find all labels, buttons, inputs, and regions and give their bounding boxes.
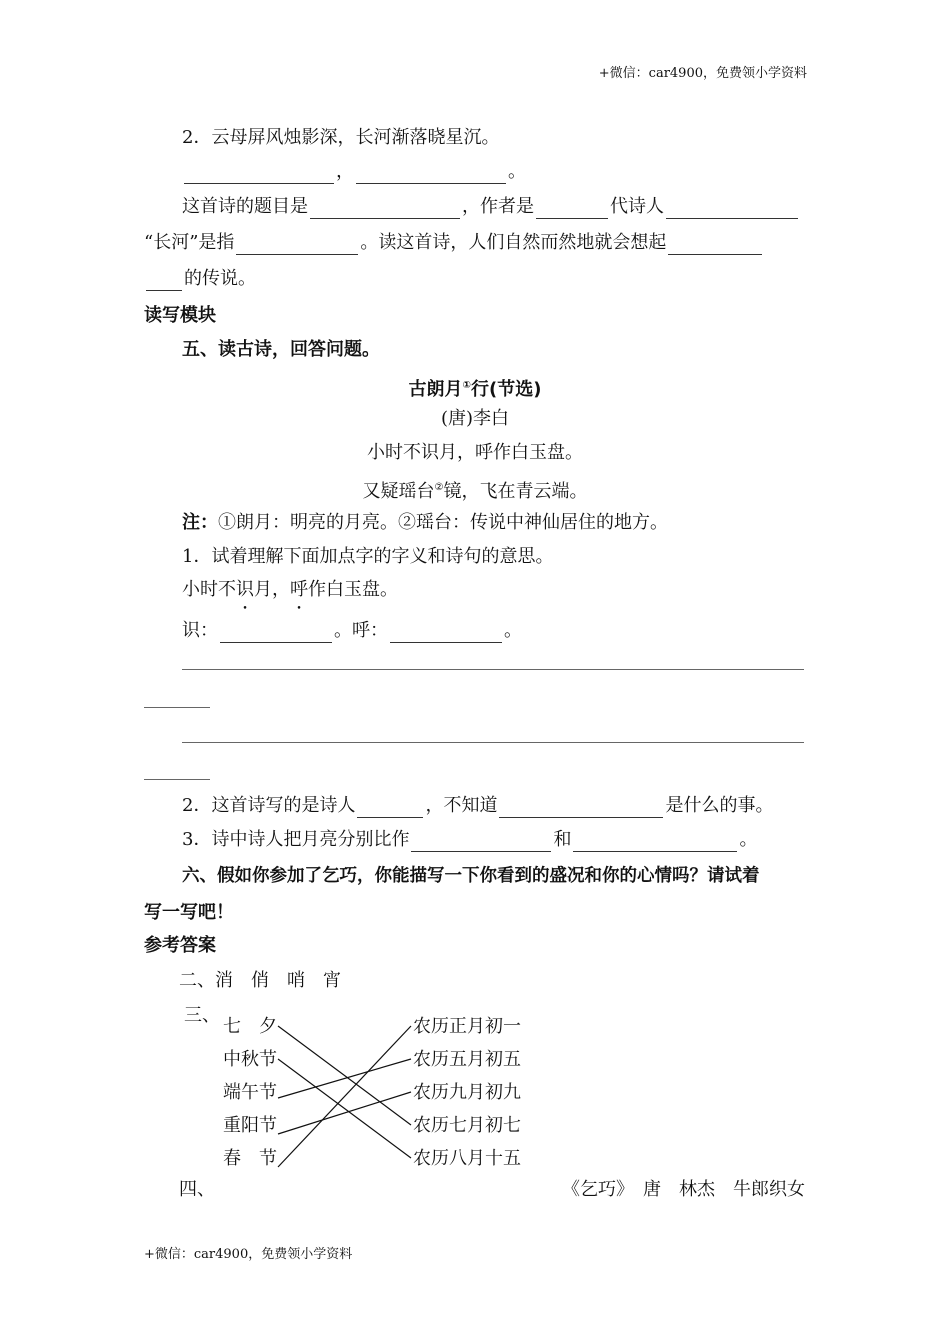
festival-item: 中秋节 xyxy=(223,1049,277,1070)
label-shi: 识： xyxy=(182,620,218,641)
match-line xyxy=(278,1059,411,1158)
question-text: 。读这首诗，人们自然而然地就会想起 xyxy=(360,232,667,253)
question-text: ，不知道 xyxy=(425,795,498,816)
poem-title-text: 古朗月 xyxy=(408,379,463,400)
poem-line: 2．云母屏风烛影深，长河渐落晓星沉。 xyxy=(182,127,500,148)
poem-text: 小时不 xyxy=(182,579,236,600)
footnote-mark: ② xyxy=(434,482,444,493)
period: 。 xyxy=(739,829,758,850)
question-text: 3．诗中诗人把月亮分别比作 xyxy=(182,829,410,850)
page-header: +微信：car4900，免费领小学资料 xyxy=(598,66,807,81)
match-line xyxy=(278,1092,411,1134)
period: 。 xyxy=(504,620,522,641)
festival-item: 七 夕 xyxy=(223,1016,277,1037)
poem-author: (唐)李白 xyxy=(440,408,510,429)
date-item: 农历八月十五 xyxy=(413,1148,521,1169)
festival-item: 重阳节 xyxy=(223,1115,277,1136)
question-text: 2．这首诗写的是诗人 xyxy=(182,795,356,816)
question-text: 是什么的事。 xyxy=(665,795,774,816)
question-text: 的传说。 xyxy=(184,268,256,289)
note-label: 注： xyxy=(182,512,218,533)
footnote-mark: ① xyxy=(462,380,471,391)
match-line xyxy=(278,1059,411,1098)
label-hu: 。呼： xyxy=(334,620,388,641)
question-text: ，作者是 xyxy=(462,196,534,217)
comma: ， xyxy=(336,161,354,182)
poem-line-1: 小时不识月，呼作白玉盘。 xyxy=(367,442,583,463)
note-text: ①朗月：明亮的月亮。②瑶台：传说中神仙居住的地方。 xyxy=(218,512,668,533)
date-item: 农历正月初一 xyxy=(413,1016,521,1037)
question-text: 和 xyxy=(553,829,572,850)
poem-text: 月， xyxy=(254,579,290,600)
answer-3-label: 三、 xyxy=(184,1005,220,1026)
answer-4-text: 《乞巧》 唐 林杰 牛郎织女 xyxy=(562,1179,805,1200)
question-text: “长河”是指 xyxy=(144,232,235,253)
answer-4-label: 四、 xyxy=(179,1179,215,1200)
date-item: 农历九月初九 xyxy=(413,1082,521,1103)
question-6-line-2: 写一写吧！ xyxy=(144,902,234,923)
section-title: 读写模块 xyxy=(144,305,216,326)
question-text: 代诗人 xyxy=(610,196,664,217)
question-6-line-1: 六、假如你参加了乞巧，你能描写一下你看到的盛况和你的心情吗？请试着 xyxy=(182,866,760,886)
answers-heading: 参考答案 xyxy=(144,935,216,956)
date-item: 农历七月初七 xyxy=(413,1115,521,1136)
match-line xyxy=(278,1026,411,1125)
match-line xyxy=(278,1026,411,1167)
poem-text: 又疑瑶台 xyxy=(362,481,435,502)
dotted-char-shi: 识 xyxy=(236,579,254,600)
page-footer: +微信：car4900，免费领小学资料 xyxy=(144,1247,353,1262)
poem-text: 镜，飞在青云端。 xyxy=(443,481,588,502)
question-heading: 五、读古诗，回答问题。 xyxy=(182,339,380,360)
festival-item: 端午节 xyxy=(223,1082,277,1103)
poem-text: 作白玉盘。 xyxy=(308,579,398,600)
period: 。 xyxy=(508,161,526,182)
question-text: 这首诗的题目是 xyxy=(182,196,308,217)
festival-item: 春 节 xyxy=(223,1148,277,1169)
answer-2: 二、消 俏 哨 宵 xyxy=(179,970,341,991)
poem-title-text: 行(节选) xyxy=(471,379,542,400)
sub-question-1: 1．试着理解下面加点字的字义和诗句的意思。 xyxy=(182,546,554,567)
dotted-char-hu: 呼 xyxy=(290,579,308,600)
date-item: 农历五月初五 xyxy=(413,1049,521,1070)
